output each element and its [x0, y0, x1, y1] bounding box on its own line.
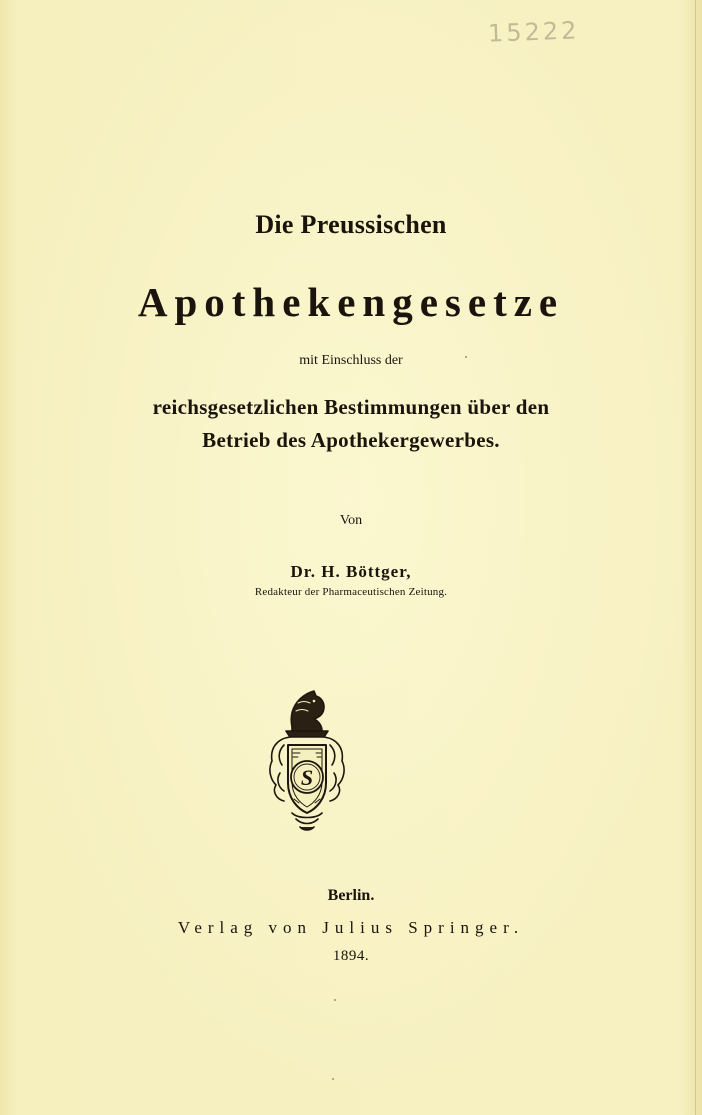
main-title: Apothekengesetze: [137, 279, 565, 325]
paper-speck: [332, 1078, 334, 1080]
byline-von: Von: [339, 513, 363, 528]
subtitle-line-1: mit Einschluss der: [299, 353, 403, 368]
shelfmark-number: 15222: [487, 16, 580, 48]
emblem-letter: S: [300, 765, 314, 790]
author-name: Dr. H. Böttger,: [290, 562, 412, 581]
title-line-1: Die Preussischen: [255, 210, 447, 239]
paper-speck: [334, 999, 336, 1001]
imprint-city: Berlin.: [327, 887, 375, 904]
subtitle-line-3: Betrieb des Apothekergewerbes.: [202, 428, 500, 452]
paper-speck: [465, 356, 467, 358]
imprint-year: 1894.: [332, 948, 370, 964]
subtitle-line-2: reichsgesetzlichen Bestimmungen über den: [152, 395, 550, 419]
springer-knight-emblem-icon: [262, 687, 352, 839]
imprint-publisher: Verlag von Julius Springer.: [177, 918, 525, 937]
author-affiliation: Redakteur der Pharmaceutischen Zeitung.: [254, 586, 448, 598]
